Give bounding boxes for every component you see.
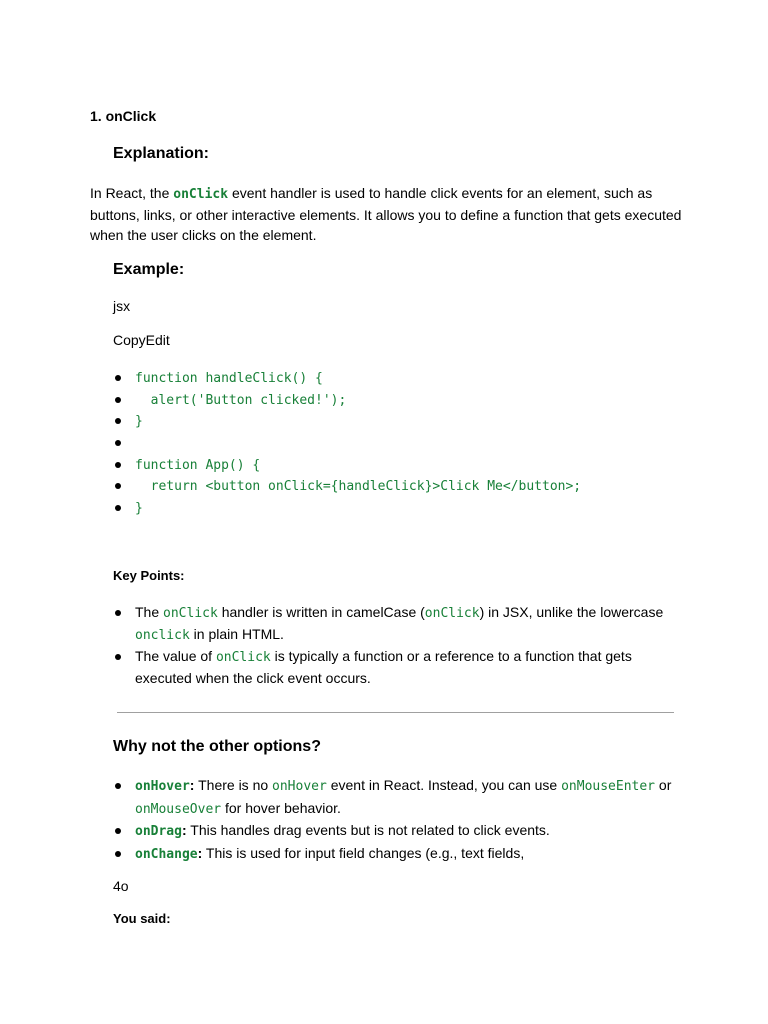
key-points-list — [113, 602, 683, 689]
text: This is used for input field changes (e.g., text fields, — [202, 844, 525, 861]
inline-code: onHover — [272, 779, 327, 794]
code-line-text: return <button onClick={handleClick}>Click Me</button>; — [135, 479, 582, 495]
you-said-label: You said: — [113, 911, 171, 926]
why-not-heading: Why not the other options? — [113, 738, 321, 755]
text: The value of — [135, 648, 216, 664]
code-line — [113, 389, 581, 411]
code-line-text: function handleClick() { — [135, 371, 323, 386]
colon: : — [189, 777, 195, 793]
text: handler is written in camelCase ( — [217, 604, 425, 620]
text: for hover behavior. — [221, 799, 341, 816]
explanation-text-post: event handler is used to handle click events for an element, such as buttons, links, or other interactive elements. It allows you to define a function that gets executed when the user clicks on the element. — [90, 185, 682, 243]
code-line — [113, 367, 581, 389]
colon: : — [181, 822, 187, 838]
inline-code: onMouseOver — [135, 801, 222, 817]
why-not-list — [113, 775, 683, 865]
text: There is no — [194, 777, 273, 793]
code-line — [113, 475, 581, 497]
text: or — [655, 777, 672, 793]
inline-code-onclick: onClick — [173, 187, 229, 202]
section-divider — [117, 712, 674, 713]
key-point-item — [113, 602, 683, 646]
inline-code: onClick — [163, 606, 218, 621]
code-line — [113, 497, 581, 519]
code-block — [113, 367, 581, 519]
inline-code: onMouseEnter — [561, 779, 656, 794]
explanation-paragraph — [90, 183, 690, 245]
code-language-label: jsx — [113, 298, 131, 314]
key-point-item — [113, 646, 683, 689]
text: in plain HTML. — [189, 626, 284, 642]
option-term: onChange — [135, 846, 198, 862]
section-title: 1. onClick — [90, 108, 157, 124]
inline-code: onClick — [424, 606, 480, 621]
copy-code-button[interactable]: CopyEdit — [113, 332, 170, 348]
option-term: onHover — [135, 779, 190, 794]
key-points-heading: Key Points: — [113, 568, 185, 583]
inline-code: onClick — [215, 650, 271, 665]
inline-code: onclick — [135, 628, 190, 643]
text: ) in JSX, unlike the lowercase — [479, 604, 664, 620]
text: This handles drag events but is not related to click events. — [186, 822, 550, 838]
explanation-heading: Explanation: — [113, 145, 210, 162]
code-line-text: alert('Button clicked!'); — [135, 392, 347, 408]
example-heading: Example: — [113, 261, 185, 278]
code-line — [113, 410, 581, 432]
why-not-item — [113, 775, 683, 820]
code-line-text: function App() { — [135, 457, 261, 473]
option-term: onDrag — [135, 824, 182, 839]
model-label: 4o — [113, 878, 129, 894]
code-line — [113, 454, 581, 476]
text: The — [135, 604, 164, 620]
code-line-text: } — [135, 414, 143, 430]
code-line-text: } — [135, 501, 143, 517]
text: event in React. Instead, you can use — [326, 777, 562, 793]
why-not-item — [113, 820, 683, 843]
code-line — [113, 432, 581, 454]
explanation-text-pre: In React, the — [90, 185, 174, 201]
colon: : — [197, 844, 203, 861]
text: is typically a function or a reference to a function that gets executed when the click event occurs. — [135, 648, 632, 686]
why-not-item — [113, 843, 683, 866]
